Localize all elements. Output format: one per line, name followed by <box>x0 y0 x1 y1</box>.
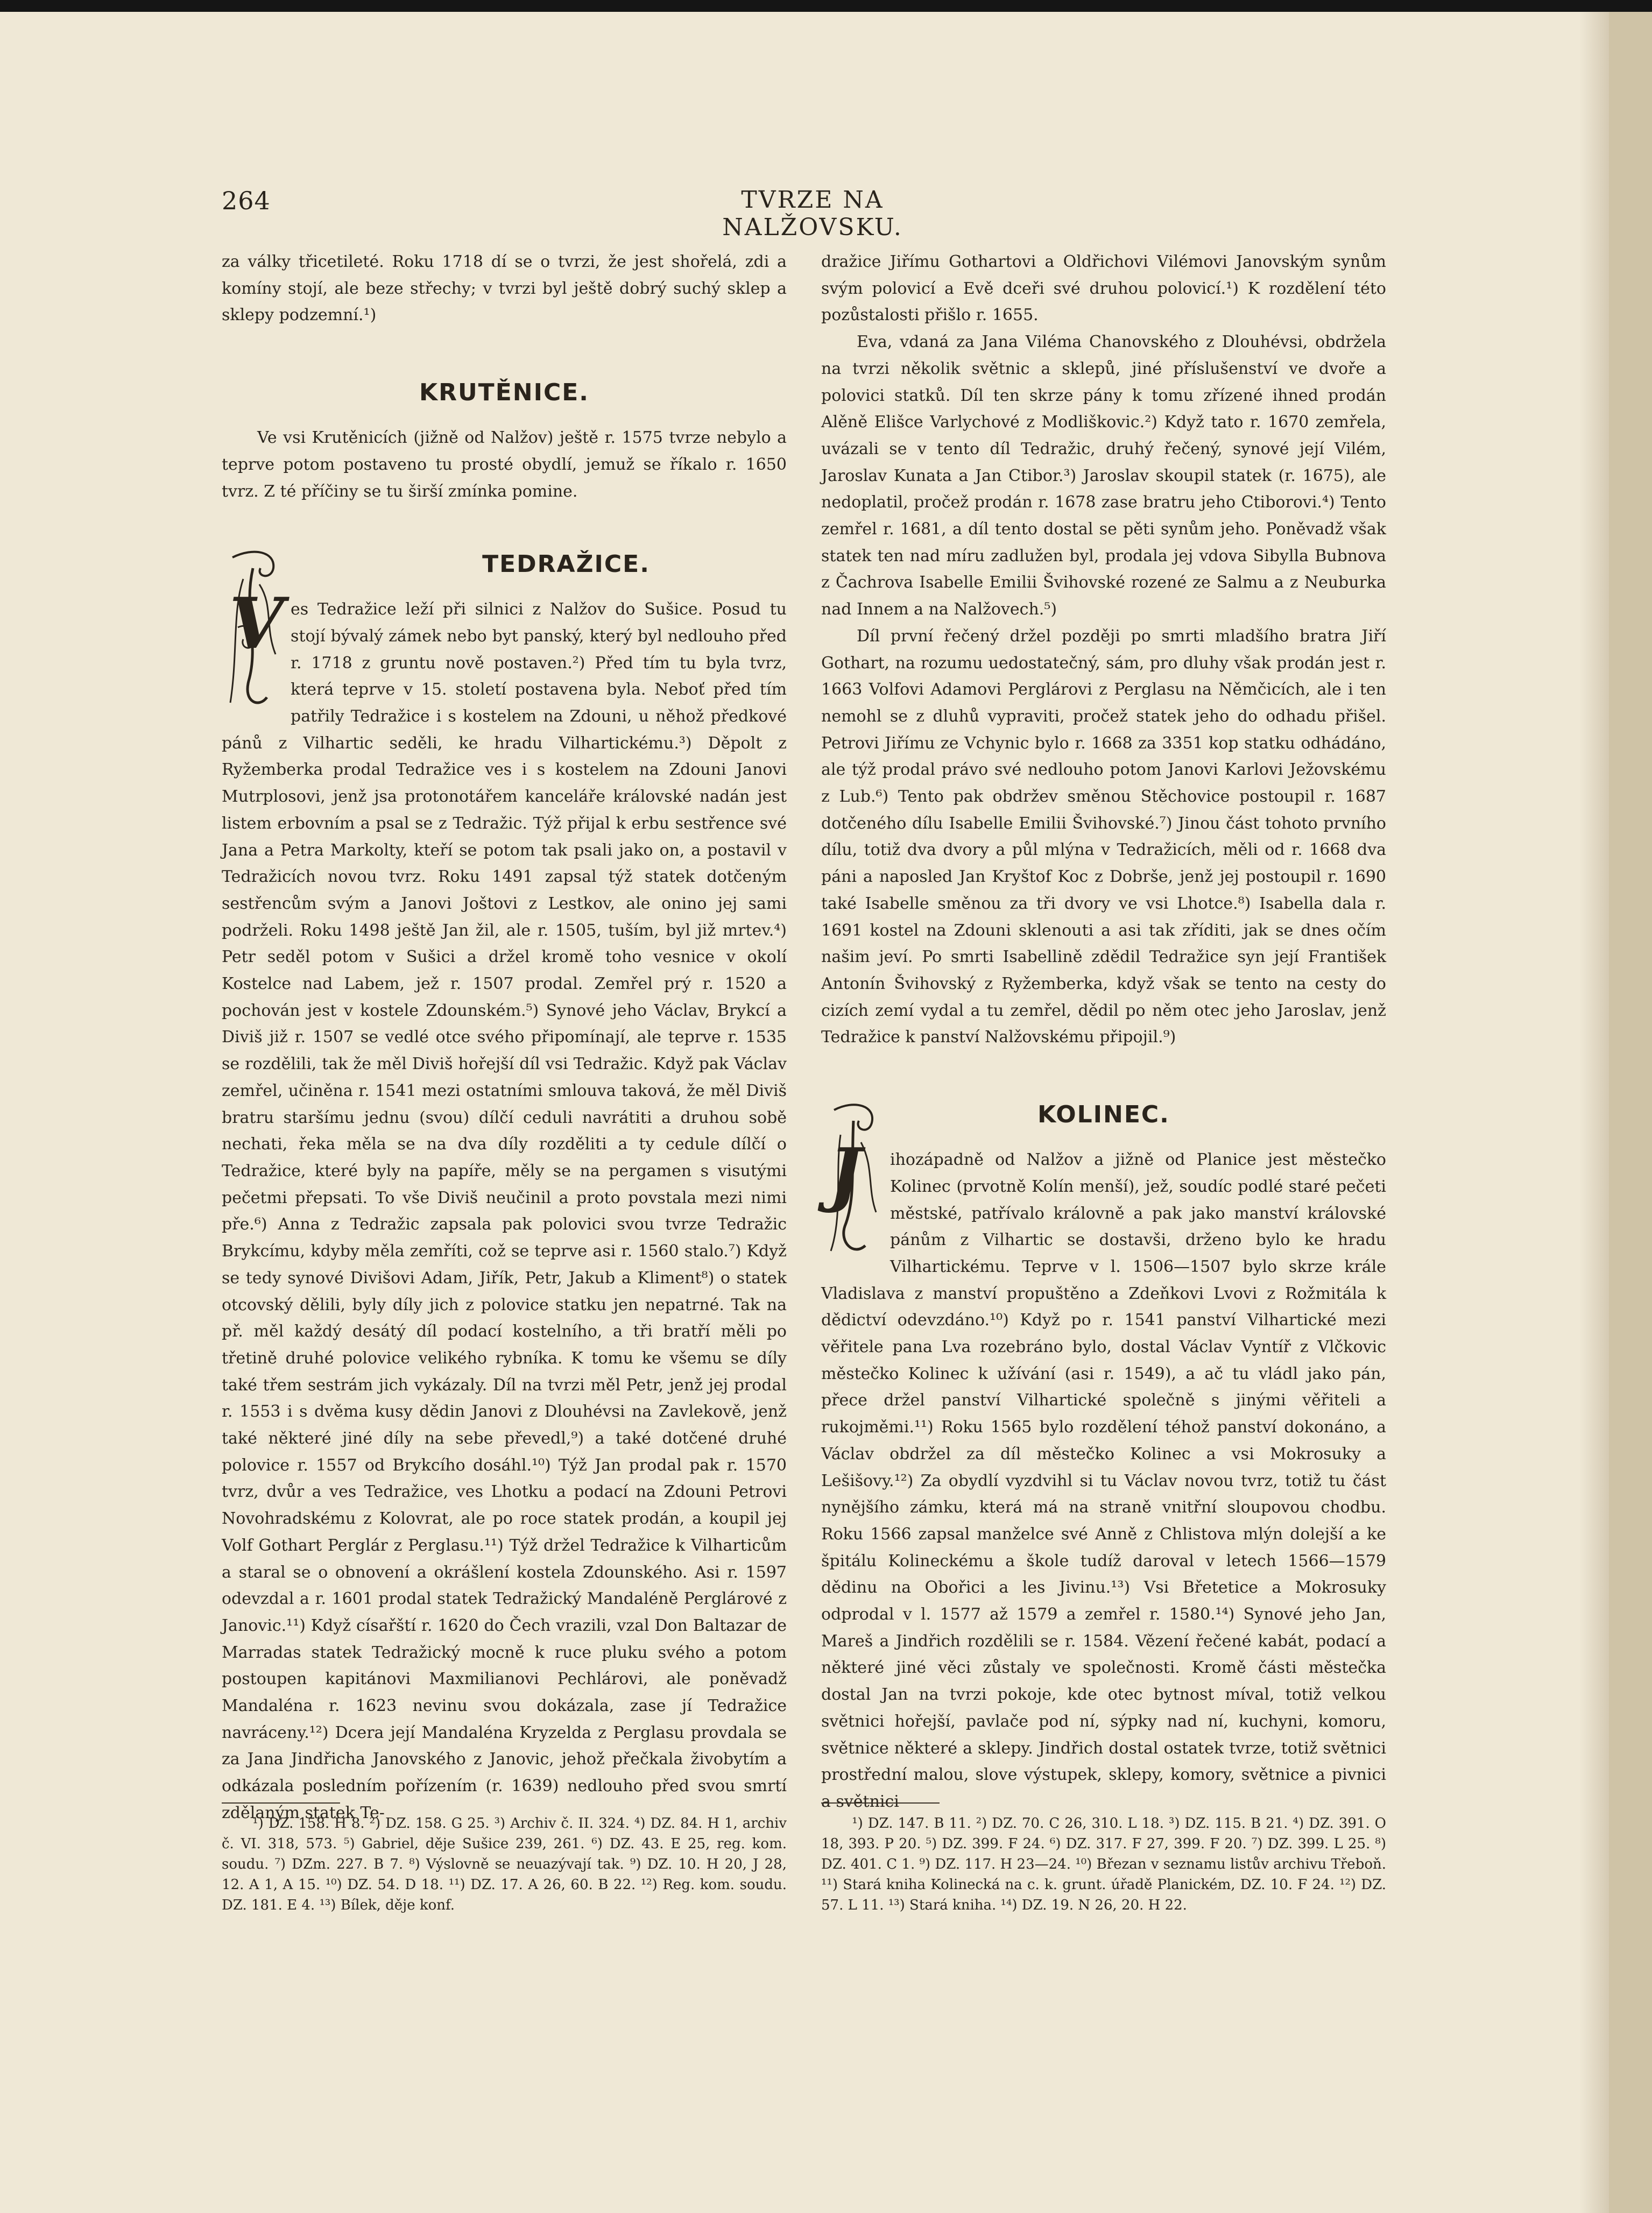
footnotes-text: ¹) DZ. 158. H 8. ²) DZ. 158. G 25. ³) Archiv č. II. 324. ⁴) DZ. 84. H 1, archiv č. VI. 318, 573. ⁵) Gabriel, děje Sušice 239, 261. ⁶) DZ. 43. E 25, reg. kom. soudu. ⁷) DZm. 227. B 7. ⁸) Výslovně se neuazývají tak. ⁹) DZ. 10. H 20, J 28, 12. A 1, A 15. ¹⁰) DZ. 54. D 18. ¹¹) DZ. 17. A 26, 60. B 22. ¹²) Reg. kom. soudu. DZ. 181. E 4. ¹³) Bílek, děje konf. <box>222 1815 787 1913</box>
spacer <box>222 505 787 533</box>
tedrazice-heading: TEDRAŽICE. <box>482 550 650 578</box>
intro-paragraph: za války třicetileté. Roku 1718 dí se o tvrzi, že jest shořelá, zdi a komíny stojí, ale beze střechy; v tvrzi byl ještě dobrý suchý sklep a sklepy podzemní.¹) <box>222 252 787 325</box>
decorated-initial <box>222 547 285 712</box>
spacer <box>222 329 787 361</box>
kolinec-section <box>821 1083 1386 1815</box>
page-gutter-shadow <box>1579 12 1609 2213</box>
kolinec-paragraph: ihozápadně od Nalžov a jižně od Planice jest městečko Kolinec (prvotně Kolín menší), jež, soudíc podlé staré pečeti městské, patřívalo královně a pak jako manství královské pánům z Vilhartic se dostavši, drženo bylo ke hradu Vilhartickému. Teprve v l. 1506—1507 bylo skrze krále Vladislava z manství propuštěno a Zdeňkovi Lvovi z Rožmitála k dědictví odevzdáno.¹⁰) Když po r. 1541 panství Vilhartické mezi věřitele pana Lva rozebráno bylo, dostal Václav Vyntíř z Vlčkovic městečko Kolinec k užívání (asi r. 1549), a ač tu vládl jako pán, přece držel panství Vilhartické společně s jinými věřiteli a rukojměmi.¹¹) Roku 1565 bylo rozdělení téhož panství dokonáno, a Václav obdržel za díl městečko Kolinec a vsi Mokrosuky a Lešišovy.¹²) Za obydlí vyzdvihl si tu Václav novou tvrz, totiž tu část nynějšího zámku, která má na straně vnitřní sloupovou chodbu. Roku 1566 zapsal manželce své Anně z Chlistova mlýn dolejší a ke špitálu Kolineckému a škole tudíž daroval v letech 1566—1579 dědinu na Obořici a les Jivinu.¹³) Vsi Břetetice a Mokrosuky odprodal v l. 1577 až 1579 a zemřel r. 1580.¹⁴) Synové jeho Jan, Mareš a Jindřich rozdělili se r. 1584. Vězení řečené kabát, podací a některé jiné věci zůstaly ve společnosti. Kromě části městečka dostal Jan na tvrzi pokoje, kde otec bytnost míval, totiž velkou světnici hořejší, pavlače pod ní, sýpky nad ní, kuchyni, komoru, světnice některé a sklepy. Jindřich dostal ostatek tvrze, totiž světnici prostřední malou, slove výstupek, sklepy, komory, světnice a pivnici a světnici <box>821 1150 1386 1811</box>
running-title: TVRZE NA NALŽOVSKU. <box>722 186 903 241</box>
kolinec-heading: KOLINEC. <box>1037 1101 1170 1129</box>
initial-letter: J <box>829 1133 862 1215</box>
left-footnotes <box>222 1813 787 1915</box>
krutenice-heading: KRUTĚNICE. <box>419 379 590 407</box>
left-column <box>222 249 787 1822</box>
footnotes-text: ¹) DZ. 147. B 11. ²) DZ. 70. C 26, 310. L 18. ³) DZ. 115. B 21. ⁴) DZ. 391. O 18, 393. P 20. ⁵) DZ. 399. F 24. ⁶) DZ. 317. F 27, 399. F 20. ⁷) DZ. 399. L 25. ⁸) DZ. 401. C 1. ⁹) DZ. 117. H 23—24. ¹⁰) Březan v seznamu listův archivu Třeboň. ¹¹) Stará kniha Kolinecká na c. k. grunt. úřadě Planickém, DZ. 10. F 24. ¹²) DZ. 57. L 11. ¹³) Stará kniha. ¹⁴) DZ. 19. N 26, 20. H 22. <box>821 1815 1386 1913</box>
footnote-rule <box>821 1802 940 1804</box>
tedrazice-paragraph: es Tedražice leží při silnici z Nalžov do Sušice. Posud tu stojí bývalý zámek nebo byt panský, který byl nedlouho před r. 1718 z gruntu nově postaven.²) Před tím tu byla tvrz, která teprve v 15. století postavena byla. Neboť před tím patřily Tedražice i s kostelem na Zdouni, u něhož předkové pánů z Vilhartic seděli, ke hradu Vilhartickému.³) Děpolt z Ryžemberka prodal Tedražice ves i s kostelem na Zdouni Janovi Mutrplosovi, jenž jsa protonotářem kanceláře královské nadán jest listem erbovním a psal se z Tedražic. Týž přijal k erbu sestřence své Jana a Petra Markolty, kteří se potom tak psali jako on, a postavil v Tedražicích novou tvrz. Roku 1491 zapsal týž statek dotčeným sestřencům svým a Janovi Joštovi z Lestkov, ale onino jej sami podrželi. Roku 1498 ještě Jan žil, ale r. 1505, tuším, byl již mrtev.⁴) Petr seděl potom v Sušici a držel kromě toho vesnice v okolí Kostelce nad Labem, jež r. 1507 prodal. Zemřel prý r. 1520 a pochován jest v kostele Zdounském.⁵) Synové jeho Václav, Brykcí a Diviš již r. 1507 se vedlé otce svého připomínají, ale teprve r. 1535 se rozdělili, tak že měl Diviš hořejší díl vsi Tedražic. Když pak Václav zemřel, učiněna r. 1541 mezi ostatními smlouva taková, že měl Diviš bratru staršímu jednu (svou) dílčí ceduli navrátiti a druhou sobě nechati, řeka měla se na dva díly rozděliti a ty cedule dílčí o Tedražice, které byly na papíře, měly se na pergamen s visutými pečetmi přepsati. To vše Diviš neučinil a proto povstala mezi nimi pře.⁶) Anna z Tedražic zapsala pak polovici svou tvrze Tedražic Brykcímu, kdyby měla zemříti, což se teprve asi r. 1560 stalo.⁷) Když se tedy synové Divišovi Adam, Jiřík, Petr, Jakub a Kliment⁸) o statek otcovský dělili, byly díly jich z polovice statku jen nepatrné. Tak na př. měl každý desátý díl podací kostelního, a tři bratří měli po třetině druhé polovice velikého rybníka. K tomu ke všemu se díly také třem sestrám jich vykázaly. Díl na tvrzi měl Petr, jenž jej prodal r. 1553 i s dvěma kusy dědin Janovi z Dlouhévsi na Zavlekově, jenž také některé jiné díly na sebe převedl,⁹) a také dotčené druhé polovice r. 1557 od Brykcího dosáhl.¹⁰) Týž Jan prodal pak r. 1570 tvrz, dvůr a ves Tedražice, ves Lhotku a podací na Zdouni Petrovi Novohradskému z Kolovrat, ale po roce statek prodán, a koupil jej Volf Gothart Perglár z Perglasu.¹¹) Týž držel Tedražice k Vilharticům a staral se o obnovení a okrášlení kostela Zdounského. Asi r. 1597 odevzdal a r. 1601 prodal statek Tedražický Mandaléně Perglárové z Janovic.¹¹) Když císařští r. 1620 do Čech vrazili, vzal Don Baltazar de Marradas statek Tedražický mocně k ruce pluku svého a potom postoupen kapitánovi Maxmilianovi Pechlárovi, ale poněvadž Mandaléna r. 1623 nevinu svou dokázala, zase jí Tedražice navráceny.¹²) Dcera její Mandaléna Kryzelda z Perglasu provdala se za Jana Jindřicha Janovského z Janovic, jehož přečkala živobytím a odkázala posledním pořízením (r. 1639) nedlouho před svou smrtí zdělaným statek Te- <box>222 600 787 1822</box>
page-edge-strip <box>1609 12 1652 2213</box>
footnote-rule <box>222 1802 340 1804</box>
right-column <box>821 249 1386 1811</box>
continuation-paragraph: dražice Jiřímu Gothartovi a Oldřichovi Vilémovi Janovským synům svým polovicí a Evě dceři své druhou polovicí.¹) K rozdělení této pozůstalosti přišlo r. 1655. <box>821 252 1386 325</box>
initial-letter: V <box>229 582 284 665</box>
spacer <box>821 1051 1386 1083</box>
first-part-paragraph: Díl první řečený držel později po smrti mladšího bratra Jiří Gothart, na rozumu uedostatečný, sám, pro dluhy však prodán jest r. 1663 Volfovi Adamovi Perglárovi z Perglasu na Němčicích, ale i ten nemohl se z dluhů vypraviti, pročež statek jeho do odhadu přišel. Petrovi Jiřímu ze Vchynic bylo r. 1668 za 3351 kop statku odhádáno, ale týž prodal právo své nedlouho potom Janovi Karlovi Ježovskému z Lub.⁶) Tento pak obdržev směnou Stěchovice postoupil r. 1687 dotčeného dílu Isabelle Emilii Švihovské.⁷) Jinou část tohoto prvního dílu, totiž dva dvory a půl mlýna v Tedražicích, měli od r. 1668 dva páni a naposled Jan Kryštof Koc z Dobrše, jenž jej postoupil r. 1690 také Isabelle směnou za tři dvory ve vsi Lhotce.⁸) Isabella dala r. 1691 kostel na Zdouni sklenouti a asi tak zříditi, jak se dnes očím našim jeví. Po smrti Isabellině zdědil Tedražice syn její František Antonín Švihovský z Ryžemberka, když však se tento na cesty do cizích zemí vydal a tu zemřel, dědil po něm otec jeho Jaroslav, jenž Tedražice k panství Nalžovskému připojil.⁹) <box>821 626 1386 1047</box>
right-footnotes <box>821 1813 1386 1915</box>
eva-paragraph: Eva, vdaná za Jana Viléma Chanovského z Dlouhévsi, obdržela na tvrzi několik světnic a sklepů, jiné příslušenství ve dvoře a polovici statků. Díl ten skrze pány k tomu zřízené ihned prodán Alěně Elišce Varlychové z Modliškovic.²) Když tato r. 1670 zemřela, uvázali se v tento díl Tedražic, druhý řečený, synové její Vilém, Jaroslav Kunata a Jan Ctibor.³) Jaroslav skoupil statek (r. 1675), ale nedoplatil, pročež prodán r. 1678 zase bratru jeho Ctiborovi.⁴) Tento zemřel r. 1681, a díl tento dostal se pěti synům jeho. Poněvadž však statek ten nad míru zadlužen byl, prodala jej vdova Sibylla Bubnova z Čachrova Isabelle Emilii Švihovské rozené ze Salmu a z Neuburka nad Innem a na Nalžovech.⁵) <box>821 333 1386 619</box>
krutenice-paragraph: Ve vsi Krutěnicích (jižně od Nalžov) ještě r. 1575 tvrze nebylo a teprve potom postaveno tu prosté obydlí, jemuž se říkalo r. 1650 tvrz. Z té příčiny se tu širší zmínka pomine. <box>222 428 787 501</box>
tedrazice-section <box>222 533 787 1826</box>
page-number: 264 <box>222 186 271 215</box>
decorated-initial <box>821 1097 885 1263</box>
scan-top-border <box>0 0 1652 12</box>
